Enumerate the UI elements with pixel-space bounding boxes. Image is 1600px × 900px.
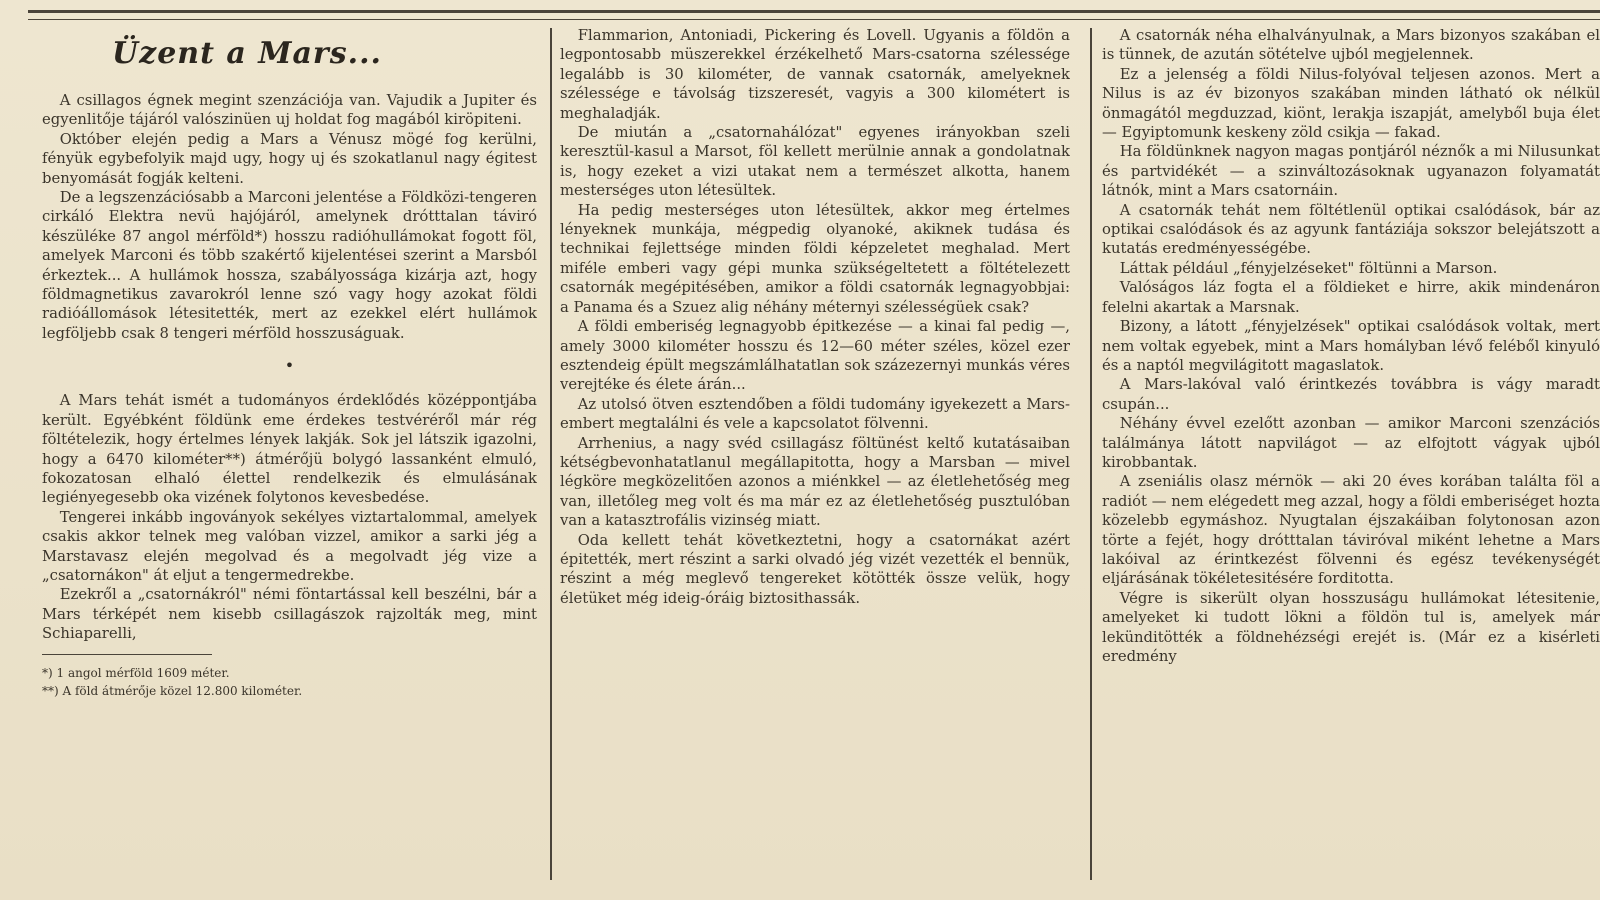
paragraph: Végre is sikerült olyan hosszuságu hullámokat létesitenie, amelyeket ki tudott lökni a földön tul is, amelyek már lekünditötték a földnehézségi erejét is. (Már ez a kisérleti eredmény — [1102, 589, 1600, 665]
column-2 — [560, 26, 1070, 892]
paragraph: De a legszenzációsabb a Marconi jelentése a Földközi-tengeren cirkáló Elektra nevü hajójáról, amelynek drótttalan táviró készüléke 87 angol mérföld*) hosszu radióhullámokat fogott föl, amelyek Marconi és több szakértő kijelentései szerint a Marsból érkeztek... A hullámok hossza, szabályossága kizárja azt, hogy földmagnetikus zavarokról lenne szó vagy hogy azokat földi radióállomások létesitették, mert az ezekkel elért hullámok legföljebb csak 8 tengeri mérföld hosszuságuak. — [42, 189, 537, 342]
footnote: **) A föld átmérője közel 12.800 kilométer. — [42, 683, 303, 698]
paragraph: Néhány évvel ezelőtt azonban — amikor Marconi szenzációs találmánya látott napvilágot — az elfojtott vágyak ujból kirobbantak. — [1102, 415, 1600, 471]
paragraph: A földi emberiség legnagyobb épitkezése — a kinai fal pedig —, amely 3000 kilométer hosszu és 12—60 méter széles, közel ezer esztendeig épült megszámlálhatatlan sok százezernyi munkás véres verejtéke és élete árán... — [560, 318, 1070, 394]
paragraph: Oda kellett tehát következtetni, hogy a csatornákat azért épitették, mert részint a sarki olvadó jég vizét vezették el bennük, részint a még meglevő tengereket kötötték össze velük, hogy életüket még ideig-óráig biztosithassák. — [560, 531, 1070, 607]
top-rule — [28, 10, 1600, 20]
column-3 — [1102, 26, 1600, 892]
paragraph: Arrhenius, a nagy svéd csillagász föltünést keltő kutatásaiban kétségbevonhatatlanul megállapitotta, hogy a Marsban — mivel légköre megközelitően azonos a miénkkel — az életlehetőség meg van, illetőleg meg volt és ma már ez az életlehetőség pusztulóban van a katasztrofális vizinség miatt. — [560, 434, 1070, 530]
paragraph: Valóságos láz fogta el a földieket e hirre, akik mindenáron felelni akartak a Marsnak. — [1102, 279, 1600, 316]
paragraph: Bizony, a látott „fényjelzések" optikai csalódások voltak, mert nem voltak egyebek, mint a Mars homályban lévő feléből kinyuló és a naptól megvilágitott magaslatok. — [1102, 318, 1600, 374]
paragraph: Ez a jelenség a földi Nilus-folyóval teljesen azonos. Mert a Nilus is az év bizonyos szakában minden látható ok nélkül önmagától megduzzad, kiönt, lerakja iszapját, amelyből buja élet — Egyiptomunk keskeny zöld csikja — fakad. — [1102, 65, 1600, 142]
paragraph: A zseniális olasz mérnök — aki 20 éves korában találta föl a radiót — nem elégedett meg azzal, hogy a földi emberiséget hozta közelebb egymáshoz. Nyugtalan éjszakáiban folytonosan azon törte a fejét, hogy drótttalan táviróval miként lehetne a Mars lakóival az érintkezést fölvenni és egész tevékenységét eljárásának tökéletesitésére forditotta. — [1102, 473, 1600, 588]
paragraph: Az utolsó ötven esztendőben a földi tudomány igyekezett a Mars-embert megtalálni és vele a kapcsolatot fölvenni. — [560, 395, 1070, 433]
paragraph: A csatornák tehát nem föltétlenül optikai csalódások, bár az optikai csalódások és az agyunk fantáziája sokszor belejátszott a kutatás eredményességébe. — [1102, 201, 1600, 258]
paragraph: A Mars tehát ismét a tudományos érdeklődés középpontjába került. Egyébként földünk eme érdekes testvéréről már rég föltételezik, hogy értelmes lények lakják. Sok jel látszik igazolni, hogy a 6470 kilométer**) átmérőjü bolygó lassanként elmuló, fokozatosan elhaló élettel rendelkezik és elmulásának legiényegesebb oka vizének folytonos kevesbedése. — [42, 392, 537, 507]
section-separator: • — [284, 356, 295, 376]
column-divider — [550, 28, 552, 880]
footnote-rule — [42, 654, 212, 655]
paragraph: Október elején pedig a Mars a Vénusz mögé fog kerülni, fényük egybefolyik majd ugy, hogy uj és szokatlanul nagy égitest benyomását fogják kelteni. — [42, 130, 537, 187]
paragraph: Ezekről a „csatornákról" némi föntartással kell beszélni, bár a Mars térképét nem kisebb csillagászok rajzolták meg, mint Schiaparelli, — [42, 586, 537, 643]
paragraph: Ha pedig mesterséges uton létesültek, akkor meg értelmes lényeknek munkája, mégpedig olyanoké, akiknek tudása és technikai fejlettsége minden földi képzeletet meghalad. Mert miféle emberi vagy gépi munka szükségeltetett a föltételezett csatornák megépitésében, amikor a földi csatornák legnagyobbjai: a Panama és a Szuez alig néhány méternyi szélességüek csak? — [560, 201, 1070, 316]
paragraph: A Mars-lakóval való érintkezés továbbra is vágy maradt csupán... — [1102, 376, 1600, 413]
footnote: *) 1 angol mérföld 1609 méter. — [42, 665, 230, 680]
paragraph: De miután a „csatornahálózat" egyenes irányokban szeli keresztül-kasul a Marsot, föl kellett merülnie annak a gondolatnak is, hogy ezeket a vizi utakat nem a természet alkotta, hanem mesterséges uton létesültek. — [560, 124, 1070, 200]
paragraph: Ha földünknek nagyon magas pontjáról néznők a mi Nilusunkat és partvidékét — a szinváltozásoknak ugyanazon folyamatát látnók, mint a Mars csatornáin. — [1102, 143, 1600, 200]
paragraph: A csatornák néha elhalványulnak, a Mars bizonyos szakában el is tünnek, de azután sötételve ujból megjelennek. — [1102, 27, 1600, 64]
paragraph: A csillagos égnek megint szenzációja van. Vajudik a Jupiter és egyenlitője tájáról valószinüen uj holdat fog magából kiröpiteni. — [42, 92, 537, 129]
article-headline: Üzent a Mars... — [112, 36, 382, 71]
paragraph: Tengerei inkább ingoványok sekélyes viztartalommal, amelyek csakis akkor telnek meg valóban vizzel, amikor a sarki jég a Marstavasz elején megolvad és a megolvadt jég vize a „csatornákon" át eljut a tengermedrekbe. — [42, 508, 537, 584]
paragraph: Láttak például „fényjelzéseket" föltünni a Marson. — [1119, 259, 1498, 277]
column-1 — [42, 26, 537, 892]
column-divider — [1090, 28, 1092, 880]
paragraph: Flammarion, Antoniadi, Pickering és Lovell. Ugyanis a földön a legpontosabb müszerekkel érzékelhető Mars-csatorna szélessége legalább is 30 kilométer, de vannak csatornák, amelyeknek szélessége e távolság tizszeresét, vagyis a 300 kilométert is meghaladják. — [560, 27, 1070, 122]
